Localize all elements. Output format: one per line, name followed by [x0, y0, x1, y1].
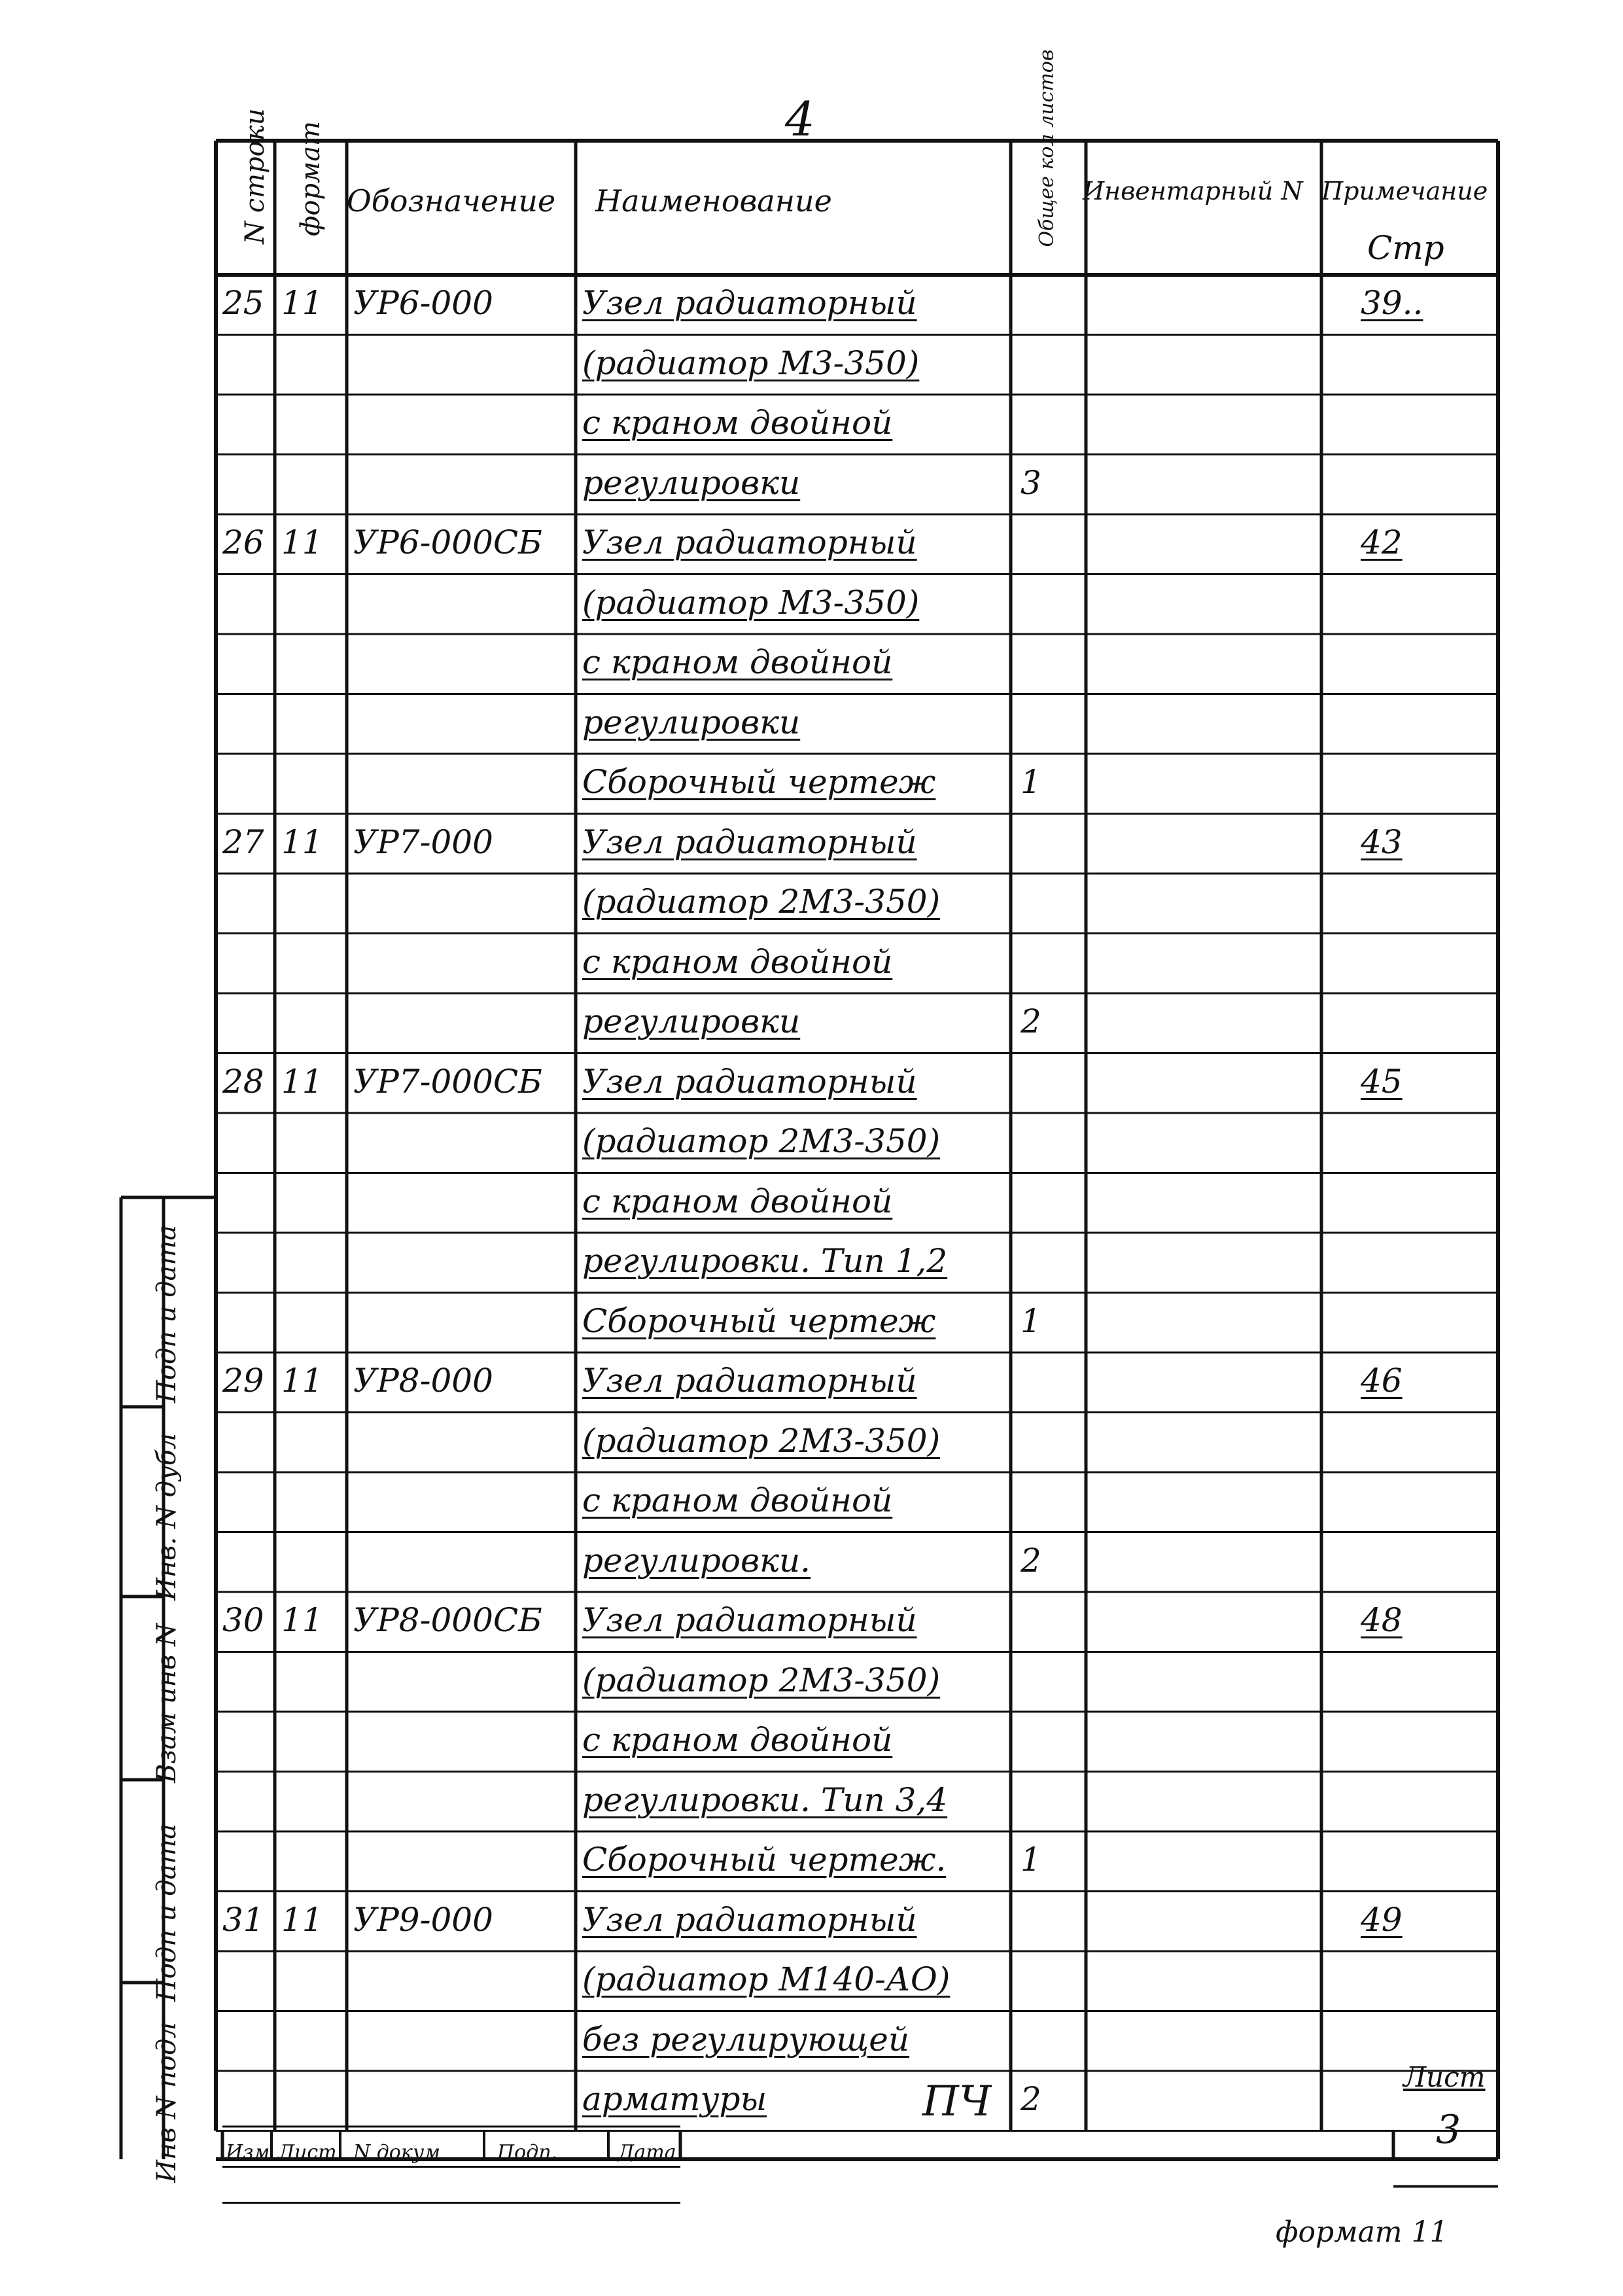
- row-note: 46: [1361, 1362, 1403, 1400]
- row-number: 26: [222, 523, 264, 561]
- row-name: с краном двойной: [582, 643, 893, 681]
- row-format: 11: [281, 523, 323, 561]
- side-sig-date-2: Подп и дата: [152, 1823, 182, 2002]
- row-format: 11: [281, 822, 323, 861]
- row-name: с краном двойной: [582, 404, 893, 442]
- row-sheets: 2: [1021, 1002, 1041, 1040]
- row-sheets: 2: [1021, 1541, 1041, 1580]
- row-designation: УР7-000: [353, 822, 493, 861]
- row-name: Узел радиаторный: [582, 1362, 917, 1400]
- row-note: 45: [1361, 1062, 1403, 1101]
- row-name: (радиатор М3-350): [582, 344, 920, 382]
- row-format: 11: [281, 1062, 323, 1101]
- row-name: Сборочный чертеж: [582, 1301, 936, 1340]
- row-note: 49: [1361, 1900, 1403, 1939]
- row-name: без регулирующей: [582, 2020, 910, 2058]
- header-name: Наименование: [595, 183, 832, 219]
- title-block-sheet-label: Лист: [1403, 2061, 1486, 2093]
- row-designation: УР6-000СБ: [353, 523, 542, 561]
- row-name: (радиатор 2М3-350): [582, 1421, 941, 1460]
- row-note: 43: [1361, 822, 1403, 861]
- row-format: 11: [281, 1362, 323, 1400]
- row-sheets: 1: [1021, 763, 1041, 801]
- row-name: регулировки.: [582, 1541, 811, 1580]
- side-sig-date-1: Подп и дата: [152, 1224, 182, 1404]
- row-format: 11: [281, 1900, 323, 1939]
- row-designation: УР8-000: [353, 1362, 493, 1400]
- row-sheets: 2: [1021, 2080, 1041, 2118]
- row-format: 11: [281, 284, 323, 322]
- row-name: (радиатор 2М3-350): [582, 1661, 941, 1699]
- title-block-sheet-no: 3: [1436, 2107, 1461, 2153]
- row-name: Сборочный чертеж: [582, 763, 936, 801]
- header-note-sub: Стр: [1367, 229, 1444, 267]
- row-number: 29: [222, 1362, 264, 1400]
- row-sheets: 3: [1021, 463, 1041, 502]
- row-number: 27: [222, 822, 264, 861]
- row-name: регулировки: [582, 703, 801, 741]
- side-orig-inv: Инв N подл: [152, 2022, 182, 2183]
- header-inventory: Инвентарный N: [1083, 177, 1303, 205]
- row-name: Узел радиаторный: [582, 284, 917, 322]
- row-name: Узел радиаторный: [582, 822, 917, 861]
- row-name: Узел радиаторный: [582, 1062, 917, 1101]
- header-format: формат: [296, 121, 326, 236]
- tb-col-date: Дата: [618, 2141, 676, 2164]
- footer-format: формат 11: [1276, 2216, 1448, 2249]
- row-name: арматуры: [582, 2080, 767, 2118]
- row-name: регулировки: [582, 463, 801, 502]
- row-name: регулировки. Тип 1,2: [582, 1242, 948, 1280]
- row-name: регулировки: [582, 1002, 801, 1040]
- side-dup-inv: Инв. N дубл: [152, 1432, 182, 1601]
- header-row-no: N строки: [240, 108, 270, 244]
- row-name: Узел радиаторный: [582, 523, 917, 561]
- row-number: 28: [222, 1062, 264, 1101]
- row-name: с краном двойной: [582, 1481, 893, 1519]
- tb-col-sheet: Лист: [278, 2141, 337, 2164]
- row-designation: УР8-000СБ: [353, 1601, 542, 1639]
- title-block-code: ПЧ: [922, 2077, 992, 2126]
- header-designation: Обозначение: [347, 183, 556, 219]
- row-name: Узел радиаторный: [582, 1900, 917, 1939]
- row-name: (радиатор 2М3-350): [582, 883, 941, 921]
- row-name: с краном двойной: [582, 1721, 893, 1759]
- header-note: Примечание: [1321, 177, 1488, 205]
- header-sheets: Общее кол листов: [1035, 49, 1058, 247]
- row-designation: УР6-000: [353, 284, 493, 322]
- row-number: 31: [222, 1900, 264, 1939]
- row-name: (радиатор М3-350): [582, 583, 920, 622]
- side-replace-inv: Взам инв N: [152, 1623, 182, 1784]
- row-name: регулировки. Тип 3,4: [582, 1780, 948, 1819]
- row-name: (радиатор М140-АО): [582, 1960, 951, 1998]
- row-name: Сборочный чертеж.: [582, 1841, 947, 1879]
- row-name: с краном двойной: [582, 942, 893, 981]
- page-number: 4: [785, 92, 815, 147]
- row-format: 11: [281, 1601, 323, 1639]
- tb-col-doc: N докум: [353, 2141, 441, 2164]
- row-note: 42: [1361, 523, 1403, 561]
- row-sheets: 1: [1021, 1841, 1041, 1879]
- row-sheets: 1: [1021, 1301, 1041, 1340]
- row-number: 25: [222, 284, 264, 322]
- row-note: 48: [1361, 1601, 1403, 1639]
- row-designation: УР7-000СБ: [353, 1062, 542, 1101]
- row-name: (радиатор 2М3-350): [582, 1122, 941, 1160]
- tb-col-change: Изм: [226, 2141, 270, 2164]
- row-name: Узел радиаторный: [582, 1601, 917, 1639]
- row-note: 39..: [1361, 284, 1423, 322]
- row-number: 30: [222, 1601, 264, 1639]
- tb-col-sign: Подп.: [497, 2141, 558, 2164]
- row-designation: УР9-000: [353, 1900, 493, 1939]
- row-name: с краном двойной: [582, 1182, 893, 1220]
